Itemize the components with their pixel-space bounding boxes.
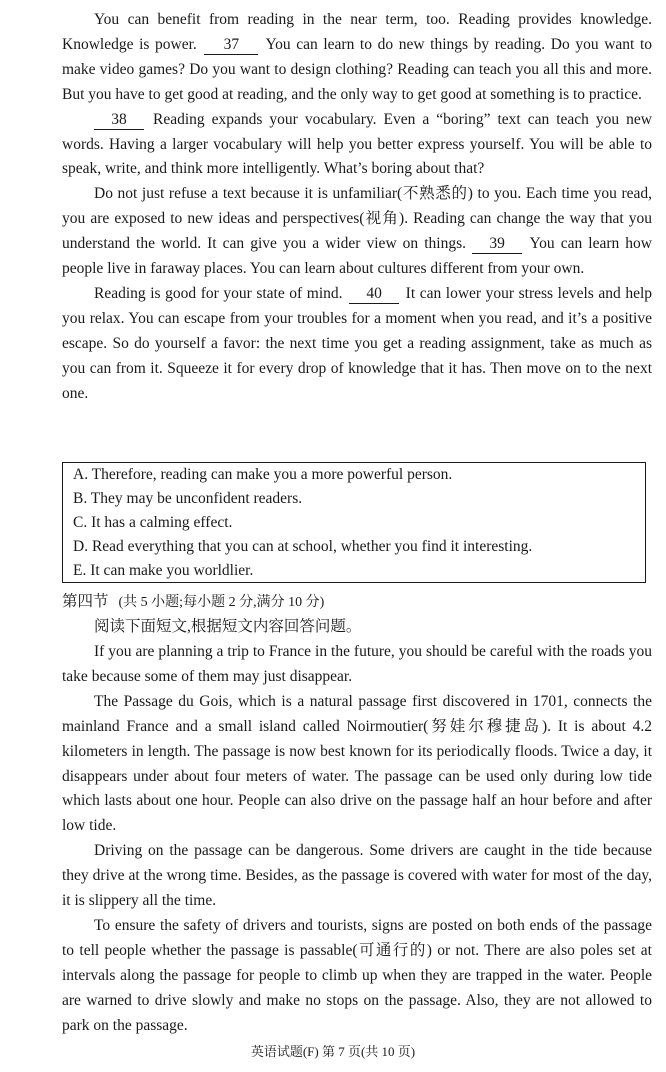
paragraph-2-text: Reading expands your vocabulary. Even a “boring” text can teach you new words. Having a larger vocabulary will help you better express yourself. You will be able to speak, write, and think more intelligently. What’s boring about that? bbox=[62, 110, 652, 178]
paragraph-1-text-a: You can benefit from reading in the near term, too. Reading provides knowledge. Knowledge is power. bbox=[62, 11, 652, 53]
passage-paragraph-1: If you are planning a trip to France in the future, you should be careful with the roads you take because some of them may just disappear. bbox=[62, 643, 652, 685]
blank-37[interactable]: 37 bbox=[204, 36, 258, 55]
page-footer: 英语试题(F) 第 7 页(共 10 页) bbox=[250, 1044, 416, 1059]
paragraph-2 bbox=[62, 108, 652, 183]
paragraph-3-text-a: Do not just refuse a text because it is unfamiliar(不熟悉的) to you. Each time you read, you are exposed to new ideas and perspectives(视角). Reading can change the way that you understand the world. It can give you a wider view on things. bbox=[62, 185, 652, 253]
option-d: D. Read everything that you can at school, whether you find it interesting. bbox=[73, 538, 533, 555]
paragraph-3-text-b: You can learn how people live in faraway places. You can learn about cultures different from your own. bbox=[62, 235, 653, 278]
blank-38[interactable]: 38 bbox=[94, 111, 144, 130]
passage-paragraph-2: The Passage du Gois, which is a natural passage first discovered in 1701, connects the mainland France and a small island called Noirmoutier(努娃尔穆捷岛). It is about 4.2 kilometers in length. The passage is now best known for its periodically floods. Twice a day, it disappears under about four meters of water. The passage can be used only during low tide which lasts about one hour. People can also drive on the passage half an hour before and after low tide. bbox=[62, 692, 652, 835]
section-note: (共 5 小题;每小题 2 分,满分 10 分) bbox=[118, 595, 325, 610]
blank-39[interactable]: 39 bbox=[472, 235, 522, 254]
passage-paragraph-3: Driving on the passage can be dangerous. Some drivers are caught in the tide because they drive at the wrong time. Besides, as the passage is covered with water for most of the day, it is slippery all the time. bbox=[62, 842, 652, 910]
paragraph-3 bbox=[62, 182, 652, 282]
paragraph-1 bbox=[62, 8, 652, 108]
options-box bbox=[62, 462, 646, 583]
option-a: A. Therefore, reading can make you a more powerful person. bbox=[73, 466, 453, 483]
section-title: 第四节 bbox=[62, 593, 109, 610]
reading-passage-top bbox=[62, 8, 652, 407]
option-b: B. They may be unconfident readers. bbox=[73, 490, 303, 507]
paragraph-4 bbox=[62, 282, 652, 407]
passage-paragraph-4: To ensure the safety of drivers and tourists, signs are posted on both ends of the passage to tell people whether the passage is passable(可通行的) or not. There are also poles set at intervals along the passage for people to climb up when they are trapped in the water. People are warned to drive slowly and make no stops on the passage. Also, they are not allowed to park on the passage. bbox=[62, 916, 652, 1034]
paragraph-4-text-b: It can lower your stress levels and help you relax. You can escape from your troubles for a moment when you read, and it’s a positive escape. So do yourself a favor: the next time you get a reading assignment, take as much as you can from it. Squeeze it for every drop of knowledge that it has. Then move on to the next one. bbox=[62, 284, 652, 402]
option-c: C. It has a calming effect. bbox=[73, 514, 233, 531]
section-instruction: 阅读下面短文,根据短文内容回答问题。 bbox=[94, 618, 362, 635]
reading-passage-bottom bbox=[62, 640, 652, 1039]
section-heading bbox=[62, 590, 324, 615]
paragraph-4-text-a: Reading is good for your state of mind. bbox=[94, 284, 348, 302]
blank-40[interactable]: 40 bbox=[349, 285, 399, 304]
option-e: E. It can make you worldlier. bbox=[73, 562, 254, 579]
paragraph-1-text-b: You can learn to do new things by reading. Do you want to make video games? Do you want to design clothing? Reading can teach you all this and more. But you have to get good at reading, and the only way to get good at something is to practice. bbox=[62, 35, 653, 103]
